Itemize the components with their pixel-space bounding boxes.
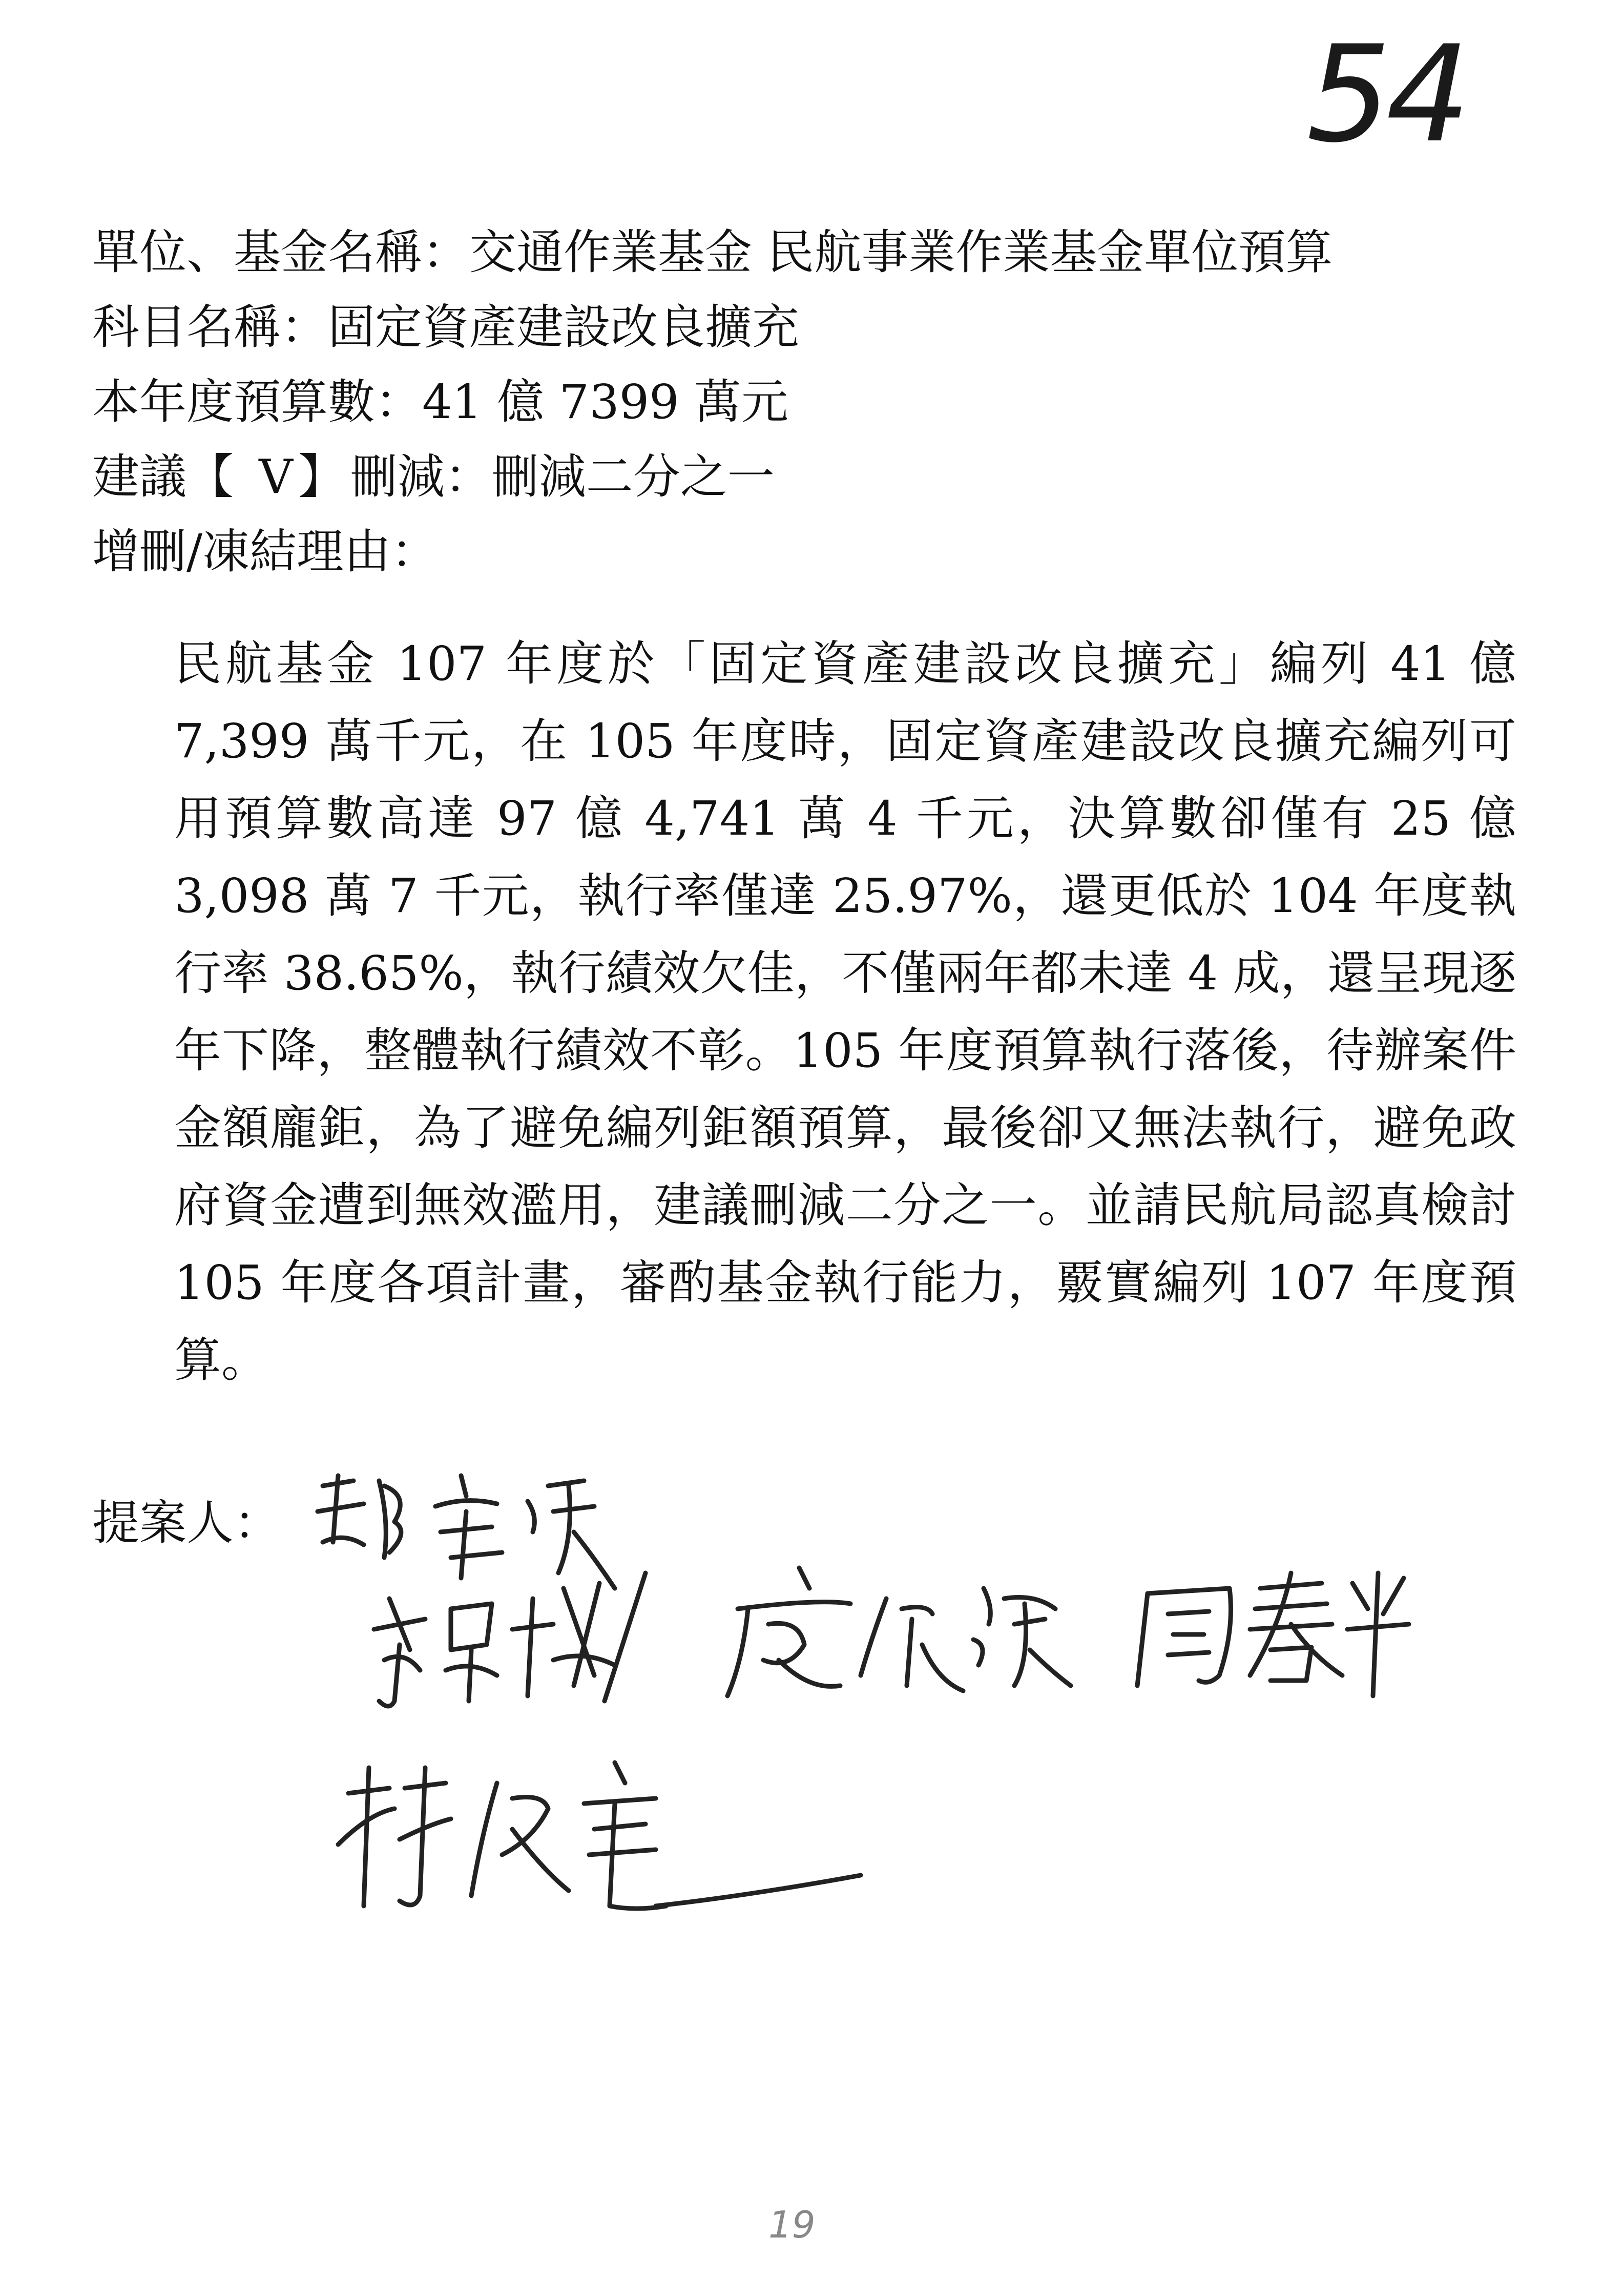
suggestion-line xyxy=(92,440,1578,514)
suggestion-prefix: 建議 xyxy=(92,449,187,504)
suggestion-checkbox: 【 V】 xyxy=(186,449,350,504)
footer-page-mark: 19 xyxy=(768,2203,816,2246)
proposer-label: 提案人： xyxy=(92,1496,281,1550)
signature-4 xyxy=(1127,1552,1414,1706)
subject-name: 科目名稱：固定資產建設改良擴充 xyxy=(92,300,800,355)
unit-fund-name: 單位、基金名稱：交通作業基金 民航事業作業基金單位預算 xyxy=(92,225,1333,280)
budget-amount: 本年度預算數：41 億 7399 萬元 xyxy=(92,375,788,429)
document-header xyxy=(92,215,1578,589)
suggestion-text: 刪減：刪減二分之一 xyxy=(350,449,775,504)
signature-2-strokes xyxy=(359,1568,676,1722)
page-number: 54 xyxy=(1306,17,1466,172)
reason-paragraph: 民航基金 107 年度於「固定資產建設改良擴充」編列 41 億 7,399 萬千元，在 105 年度時，固定資產建設改良擴充編列可用預算數高達 97 億 4,741 萬 4 千元，決算數卻僅有 25 億 3,098 萬 7 千元，執行率僅達 25.97%，還更低於 104 年度執行率 38.65%，執行績效欠佳，不僅兩年都未達 4 成，還呈現逐年下降，整體執行績效不彰。105 年度預算執行落後，待辦案件金額龐鉅，為了避免編列鉅額預算，最後卻又無法執行，避免政府資金遭到無效濫用，建議刪減二分之一。並請民航局認真檢討 105 年度各項計畫，審酌基金執行能力，覈實編列 107 年度預算。 xyxy=(174,636,1516,1387)
signature-4-strokes xyxy=(1127,1552,1414,1706)
signature-2 xyxy=(359,1568,676,1722)
reason-label: 增刪/凍結理由： xyxy=(92,524,438,579)
signature-3 xyxy=(717,1558,1076,1711)
signature-3-strokes xyxy=(717,1558,1076,1711)
signature-5-strokes xyxy=(328,1752,871,1926)
signature-5 xyxy=(328,1752,871,1926)
